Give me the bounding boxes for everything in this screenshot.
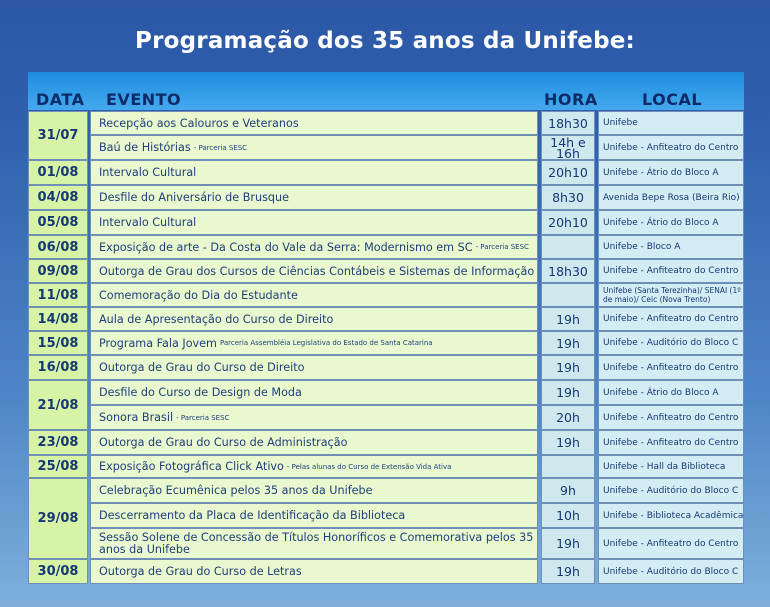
location-cell: Unifebe - Hall da Biblioteca <box>598 455 744 478</box>
time-cell: 19h <box>541 430 595 455</box>
time-cell <box>541 283 595 307</box>
event-cell <box>90 259 538 283</box>
event-name: Desfile do Aniversário de Brusque <box>99 191 289 204</box>
event-name: Programa Fala Jovem <box>99 336 217 350</box>
time-cell <box>541 235 595 259</box>
location-cell: Unifebe - Átrio do Bloco A <box>598 210 744 235</box>
date-cell: 21/08 <box>28 380 88 430</box>
event-cell <box>90 559 538 584</box>
time-cell: 14h e 16h <box>541 135 595 160</box>
location-cell: Unifebe - Anfiteatro do Centro <box>598 430 744 455</box>
date-cell: 01/08 <box>28 160 88 185</box>
date-cell: 31/07 <box>28 111 88 160</box>
event-name: Sonora Brasil <box>99 411 174 424</box>
location-cell: Unifebe - Anfiteatro do Centro <box>598 528 744 559</box>
date-cell: 29/08 <box>28 478 88 559</box>
event-note: - Parceria SESC <box>475 243 529 251</box>
location-cell: Unifebe - Bloco A <box>598 235 744 259</box>
event-note: Parceria Assembléia Legislativa do Estado de Santa Catarina <box>219 339 433 347</box>
event-cell <box>90 135 538 160</box>
event-name: Exposição Fotográfica Click Ativo <box>99 460 284 473</box>
event-name: Intervalo Cultural <box>99 166 197 179</box>
date-cell: 09/08 <box>28 259 88 283</box>
date-cell: 11/08 <box>28 283 88 307</box>
event-name: Descerramento da Placa de Identificação da Biblioteca <box>99 509 406 522</box>
event-name: Outorga de Grau do Curso de Administração <box>99 436 348 449</box>
time-cell: 20h10 <box>541 160 595 185</box>
event-cell <box>90 478 538 503</box>
location-cell: Unifebe - Átrio do Bloco A <box>598 160 744 185</box>
event-note: - Parceria SESC <box>176 413 230 422</box>
event-name: Aula de Apresentação do Curso de Direito <box>99 312 334 326</box>
page-title: Programação dos 35 anos da Unifebe: <box>135 28 635 54</box>
event-name: Celebração Ecumênica pelos 35 anos da Unifebe <box>99 484 373 497</box>
location-cell: Unifebe <box>598 111 744 135</box>
date-cell: 05/08 <box>28 210 88 235</box>
event-name: Outorga de Grau do Curso de Direito <box>99 361 305 374</box>
location-cell: Unifebe - Anfiteatro do Centro <box>598 135 744 160</box>
location-cell: Unifebe - Auditório do Bloco C <box>598 559 744 584</box>
location-cell: Unifebe - Anfiteatro do Centro <box>598 405 744 430</box>
event-cell <box>90 528 538 559</box>
date-cell: 25/08 <box>28 455 88 478</box>
time-cell: 19h <box>541 528 595 559</box>
time-cell: 20h10 <box>541 210 595 235</box>
time-cell <box>541 455 595 478</box>
event-cell <box>90 307 538 331</box>
event-cell <box>90 210 538 235</box>
event-cell <box>90 111 538 135</box>
header-evento: EVENTO <box>106 90 182 109</box>
event-cell <box>90 160 538 185</box>
time-cell: 19h <box>541 307 595 331</box>
event-name: Outorga de Grau do Curso de Letras <box>99 565 302 578</box>
date-cell: 23/08 <box>28 430 88 455</box>
event-name: Sessão Solene de Concessão de Títulos Honoríficos e Comemorativa pelos 35 anos da Unifebe <box>99 530 534 556</box>
date-cell: 14/08 <box>28 307 88 331</box>
time-cell: 19h <box>541 380 595 405</box>
location-cell: Unifebe - Anfiteatro do Centro <box>598 355 744 380</box>
event-name: Intervalo Cultural <box>99 216 197 229</box>
event-cell <box>90 503 538 528</box>
event-name: Desfile do Curso de Design de Moda <box>99 386 302 399</box>
location-cell: Unifebe - Auditório do Bloco C <box>598 478 744 503</box>
event-cell <box>90 283 538 307</box>
time-cell: 20h <box>541 405 595 430</box>
event-cell <box>90 355 538 380</box>
location-cell: Unifebe - Auditório do Bloco C <box>598 331 744 355</box>
date-cell: 15/08 <box>28 331 88 355</box>
event-cell <box>90 455 538 478</box>
event-note: - Parceria SESC <box>193 143 248 152</box>
event-name: Baú de Histórias <box>99 141 191 154</box>
date-cell: 30/08 <box>28 559 88 584</box>
header-hora: HORA <box>544 90 598 109</box>
time-cell: 18h30 <box>541 259 595 283</box>
location-cell: Unifebe - Átrio do Bloco A <box>598 380 744 405</box>
time-cell: 18h30 <box>541 111 595 135</box>
header-data: DATA <box>36 90 85 109</box>
event-name: Exposição de arte - Da Costa do Vale da Serra: Modernismo em SC <box>99 240 473 254</box>
location-cell: Unifebe - Biblioteca Acadêmica <box>598 503 744 528</box>
event-note: - Pelas alunas do Curso de Extensão Vida Ativa <box>286 462 452 471</box>
time-cell: 19h <box>541 559 595 584</box>
event-cell <box>90 331 538 355</box>
event-cell <box>90 185 538 210</box>
date-cell: 06/08 <box>28 235 88 259</box>
location-cell: Unifebe - Anfiteatro do Centro <box>598 307 744 331</box>
date-cell: 04/08 <box>28 185 88 210</box>
time-cell: 10h <box>541 503 595 528</box>
location-cell: Unifebe - Anfiteatro do Centro <box>598 259 744 283</box>
time-cell: 8h30 <box>541 185 595 210</box>
event-cell <box>90 380 538 405</box>
time-cell: 19h <box>541 355 595 380</box>
time-cell: 9h <box>541 478 595 503</box>
event-name: Outorga de Grau dos Cursos de Ciências Contábeis e Sistemas de Informação <box>99 264 535 278</box>
location-cell: Avenida Bepe Rosa (Beira Rio) <box>598 185 744 210</box>
date-cell: 16/08 <box>28 355 88 380</box>
event-name: Comemoração do Dia do Estudante <box>99 288 298 302</box>
event-cell <box>90 430 538 455</box>
header-local: LOCAL <box>642 90 703 109</box>
event-cell <box>90 405 538 430</box>
location-cell: Unifebe (Santa Terezinha)/ SENAI (1º de maio)/ Ceic (Nova Trento) <box>598 283 744 307</box>
event-cell <box>90 235 538 259</box>
time-cell: 19h <box>541 331 595 355</box>
event-name: Recepção aos Calouros e Veteranos <box>99 116 299 130</box>
